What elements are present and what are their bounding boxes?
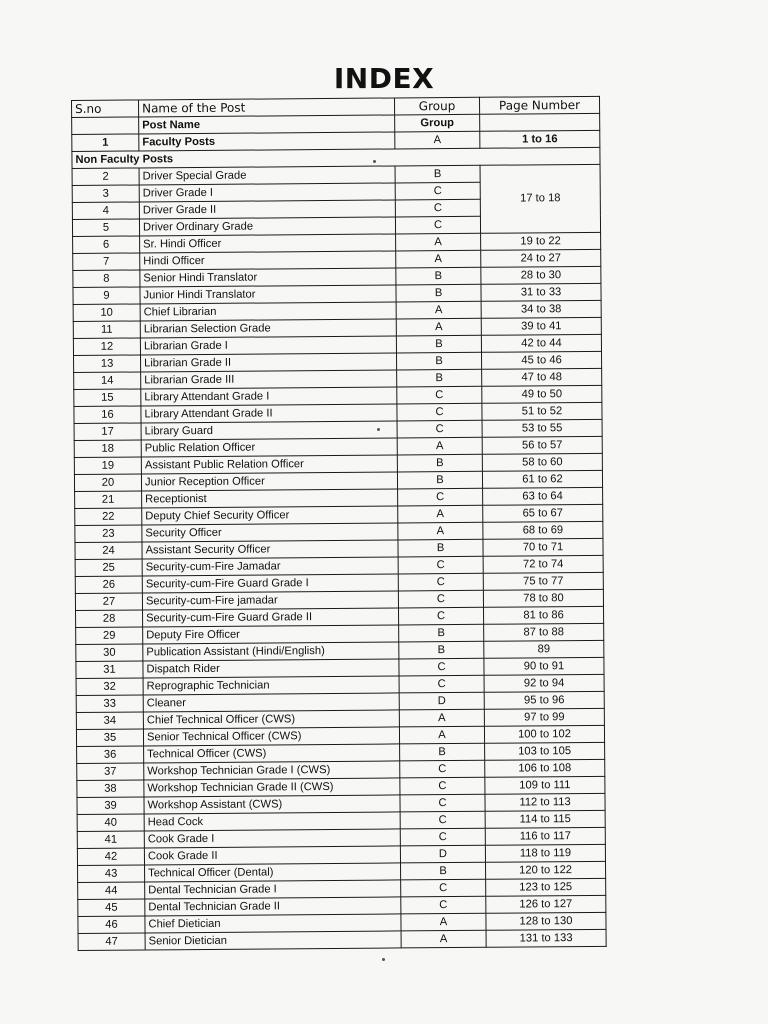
row-pages: 92 to 94: [484, 674, 604, 692]
row-post-name: Senior Technical Officer (CWS): [143, 727, 399, 746]
row-sno: 16: [74, 406, 141, 424]
row-post-name: Driver Grade II: [139, 200, 395, 219]
row-post-name: Library Attendant Grade I: [141, 387, 397, 406]
row-group: B: [399, 641, 484, 659]
row-pages-merged: 17 to 18: [480, 164, 601, 233]
table-row: [78, 929, 606, 950]
row-sno: 3: [72, 185, 139, 203]
row-sno: 29: [76, 627, 143, 645]
row-pages: 58 to 60: [482, 453, 602, 471]
row-post-name: Junior Reception Officer: [141, 472, 397, 491]
row-sno: 37: [77, 763, 144, 781]
row-pages: 114 to 115: [485, 810, 605, 828]
row-post-name: Librarian Selection Grade: [140, 319, 396, 338]
row-sno: 17: [74, 423, 141, 441]
row-group: B: [396, 335, 481, 353]
row-sno: 15: [74, 389, 141, 407]
row-sno: 11: [73, 321, 140, 339]
row-post-name: Assistant Security Officer: [142, 540, 398, 559]
row-group: C: [397, 386, 482, 404]
index-table-body: [72, 96, 607, 950]
row-group: C: [397, 403, 482, 421]
row-pages: 100 to 102: [484, 725, 604, 743]
row-group: C: [395, 182, 480, 200]
row-sno: 10: [73, 304, 140, 322]
speck-mark: [373, 160, 376, 163]
row-pages: 70 to 71: [483, 538, 603, 556]
row-post-name: Hindi Officer: [140, 251, 396, 270]
row-pages: 128 to 130: [486, 912, 606, 930]
row-post-name: Workshop Technician Grade II (CWS): [144, 778, 400, 797]
row-post-name: Senior Dietician: [145, 931, 401, 950]
row-pages: 90 to 91: [484, 657, 604, 675]
row-sno: 32: [76, 678, 143, 696]
row-pages: 89: [484, 640, 604, 658]
row-pages: 56 to 57: [482, 436, 602, 454]
row-group: B: [397, 471, 482, 489]
row-post-name: Head Cock: [144, 812, 400, 831]
row-sno: 38: [77, 780, 144, 798]
row-pages: 116 to 117: [485, 827, 605, 845]
row-post-name: Cleaner: [143, 693, 399, 712]
row-group: A: [396, 301, 481, 319]
row-group: C: [400, 794, 485, 812]
row-group: B: [397, 454, 482, 472]
row-post-name: Sr. Hindi Officer: [140, 234, 396, 253]
row-sno: 28: [76, 610, 143, 628]
faculty-name: Faculty Posts: [139, 132, 395, 151]
subheader-page-empty: [480, 113, 600, 131]
row-pages: 106 to 108: [485, 759, 605, 777]
row-group: A: [398, 505, 483, 523]
row-pages: 42 to 44: [481, 334, 601, 352]
row-sno: 42: [77, 848, 144, 866]
row-group: A: [399, 726, 484, 744]
row-post-name: Senior Hindi Translator: [140, 268, 396, 287]
row-sno: 34: [76, 712, 143, 730]
row-post-name: Librarian Grade III: [141, 370, 397, 389]
row-group: C: [399, 658, 484, 676]
row-pages: 72 to 74: [483, 555, 603, 573]
table-row: [72, 164, 600, 185]
row-sno: 30: [76, 644, 143, 662]
row-sno: 40: [77, 814, 144, 832]
non-faculty-label: Non Faculty Posts: [72, 147, 600, 168]
row-post-name: Security-cum-Fire Jamadar: [142, 557, 398, 576]
speck-mark: [382, 958, 385, 961]
row-pages: 47 to 48: [482, 368, 602, 386]
row-sno: 33: [76, 695, 143, 713]
row-post-name: Workshop Technician Grade I (CWS): [144, 761, 400, 780]
row-group: C: [395, 199, 480, 217]
row-post-name: Security-cum-Fire jamadar: [142, 591, 398, 610]
row-group: D: [400, 845, 485, 863]
row-sno: 24: [75, 542, 142, 560]
row-pages: 65 to 67: [483, 504, 603, 522]
row-group: C: [398, 607, 483, 625]
row-pages: 24 to 27: [481, 249, 601, 267]
header-group: Group: [394, 97, 479, 115]
row-post-name: Driver Grade I: [139, 183, 395, 202]
row-pages: 49 to 50: [482, 385, 602, 403]
row-post-name: Workshop Assistant (CWS): [144, 795, 400, 814]
row-sno: 43: [78, 865, 145, 883]
row-sno: 22: [75, 508, 142, 526]
row-group: B: [400, 743, 485, 761]
row-sno: 9: [73, 287, 140, 305]
row-sno: 19: [74, 457, 141, 475]
row-post-name: Deputy Chief Security Officer: [142, 506, 398, 525]
row-sno: 23: [75, 525, 142, 543]
row-group: B: [397, 369, 482, 387]
row-pages: 39 to 41: [481, 317, 601, 335]
row-pages: 51 to 52: [482, 402, 602, 420]
row-sno: 8: [73, 270, 140, 288]
row-pages: 103 to 105: [485, 742, 605, 760]
row-sno: 27: [75, 593, 142, 611]
row-pages: 97 to 99: [484, 708, 604, 726]
row-post-name: Library Guard: [141, 421, 397, 440]
row-sno: 18: [74, 440, 141, 458]
row-group: C: [398, 590, 483, 608]
row-group: A: [396, 233, 481, 251]
row-sno: 6: [73, 236, 140, 254]
row-sno: 21: [75, 491, 142, 509]
row-pages: 63 to 64: [483, 487, 603, 505]
row-group: B: [396, 352, 481, 370]
row-post-name: Publication Assistant (Hindi/English): [143, 642, 399, 661]
row-pages: 126 to 127: [486, 895, 606, 913]
row-post-name: Cook Grade I: [144, 829, 400, 848]
row-sno: 20: [74, 474, 141, 492]
row-pages: 28 to 30: [481, 266, 601, 284]
row-group: B: [395, 165, 480, 183]
row-sno: 12: [73, 338, 140, 356]
row-group: A: [399, 709, 484, 727]
row-group: B: [396, 284, 481, 302]
row-pages: 87 to 88: [484, 623, 604, 641]
row-pages: 118 to 119: [485, 844, 605, 862]
row-sno: 26: [75, 576, 142, 594]
row-pages: 31 to 33: [481, 283, 601, 301]
row-post-name: Reprographic Technician: [143, 676, 399, 695]
row-post-name: Security-cum-Fire Guard Grade I: [142, 574, 398, 593]
row-group: C: [400, 828, 485, 846]
row-post-name: Dispatch Rider: [143, 659, 399, 678]
row-pages: 61 to 62: [482, 470, 602, 488]
page-title: INDEX: [333, 62, 435, 95]
row-post-name: Librarian Grade II: [141, 353, 397, 372]
row-post-name: Cook Grade II: [144, 846, 400, 865]
row-pages: 123 to 125: [486, 878, 606, 896]
row-group: C: [398, 573, 483, 591]
row-pages: 95 to 96: [484, 691, 604, 709]
row-post-name: Junior Hindi Translator: [140, 285, 396, 304]
row-pages: 68 to 69: [483, 521, 603, 539]
subheader-group: Group: [395, 114, 480, 132]
subheader-post-name: Post Name: [139, 115, 395, 134]
row-post-name: Chief Dietician: [145, 914, 401, 933]
row-sno: 35: [76, 729, 143, 747]
row-post-name: Library Attendant Grade II: [141, 404, 397, 423]
faculty-pages: 1 to 16: [480, 130, 600, 148]
index-table-container: [71, 96, 607, 951]
row-group: C: [399, 675, 484, 693]
row-group: B: [401, 862, 486, 880]
row-sno: 41: [77, 831, 144, 849]
row-post-name: Assistant Public Relation Officer: [141, 455, 397, 474]
row-sno: 46: [78, 916, 145, 934]
faculty-group: A: [395, 131, 480, 149]
row-group: C: [397, 420, 482, 438]
row-group: A: [396, 250, 481, 268]
row-pages: 131 to 133: [486, 929, 606, 947]
row-group: A: [397, 437, 482, 455]
row-post-name: Receptionist: [142, 489, 398, 508]
row-sno: 5: [72, 219, 139, 237]
row-group: C: [398, 488, 483, 506]
row-post-name: Driver Ordinary Grade: [139, 217, 395, 236]
row-group: C: [400, 811, 485, 829]
row-post-name: Security-cum-Fire Guard Grade II: [143, 608, 399, 627]
row-group: C: [398, 556, 483, 574]
subheader-empty: [72, 117, 139, 135]
row-post-name: Chief Technical Officer (CWS): [143, 710, 399, 729]
row-sno: 14: [74, 372, 141, 390]
row-pages: 120 to 122: [485, 861, 605, 879]
row-post-name: Technical Officer (CWS): [144, 744, 400, 763]
row-group: A: [401, 913, 486, 931]
header-page-number: Page Number: [479, 96, 599, 114]
row-group: C: [401, 879, 486, 897]
faculty-sno: 1: [72, 134, 139, 152]
row-group: C: [395, 216, 480, 234]
header-name: Name of the Post: [139, 98, 395, 117]
row-group: C: [400, 760, 485, 778]
row-group: D: [399, 692, 484, 710]
row-group: C: [401, 896, 486, 914]
row-group: A: [398, 522, 483, 540]
row-pages: 81 to 86: [483, 606, 603, 624]
row-post-name: Deputy Fire Officer: [143, 625, 399, 644]
row-group: B: [398, 539, 483, 557]
row-sno: 25: [75, 559, 142, 577]
row-group: B: [399, 624, 484, 642]
row-sno: 7: [73, 253, 140, 271]
row-post-name: Dental Technician Grade II: [145, 897, 401, 916]
row-post-name: Librarian Grade I: [140, 336, 396, 355]
row-post-name: Security Officer: [142, 523, 398, 542]
row-sno: 39: [77, 797, 144, 815]
row-pages: 53 to 55: [482, 419, 602, 437]
row-group: A: [401, 930, 486, 948]
index-table: [71, 96, 607, 951]
row-pages: 34 to 38: [481, 300, 601, 318]
row-pages: 75 to 77: [483, 572, 603, 590]
header-sno: S.no: [72, 100, 139, 118]
row-sno: 31: [76, 661, 143, 679]
row-sno: 4: [72, 202, 139, 220]
row-post-name: Technical Officer (Dental): [145, 863, 401, 882]
row-post-name: Driver Special Grade: [139, 166, 395, 185]
row-sno: 36: [77, 746, 144, 764]
row-post-name: Chief Librarian: [140, 302, 396, 321]
row-pages: 78 to 80: [483, 589, 603, 607]
row-sno: 45: [78, 899, 145, 917]
row-pages: 112 to 113: [485, 793, 605, 811]
row-post-name: Dental Technician Grade I: [145, 880, 401, 899]
row-sno: 44: [78, 882, 145, 900]
row-pages: 19 to 22: [481, 232, 601, 250]
row-group: C: [400, 777, 485, 795]
speck-mark: [377, 428, 380, 431]
row-group: B: [396, 267, 481, 285]
row-sno: 13: [74, 355, 141, 373]
row-post-name: Public Relation Officer: [141, 438, 397, 457]
row-sno: 2: [72, 168, 139, 186]
row-pages: 45 to 46: [481, 351, 601, 369]
row-sno: 47: [78, 933, 145, 951]
row-group: A: [396, 318, 481, 336]
row-pages: 109 to 111: [485, 776, 605, 794]
